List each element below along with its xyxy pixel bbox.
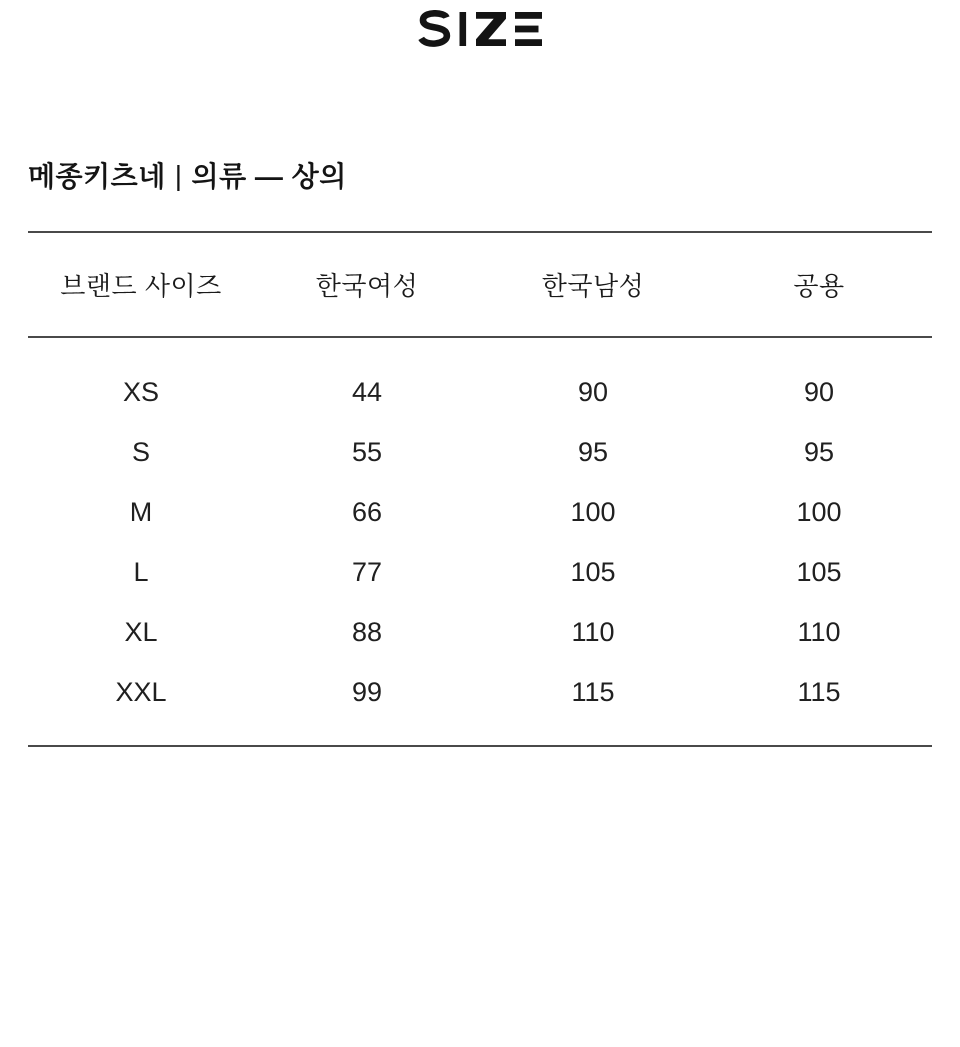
table-row xyxy=(28,602,932,662)
column-header: 한국여성 xyxy=(315,271,419,301)
size-value-cell: 66 xyxy=(351,496,383,527)
logo-letter-i xyxy=(460,12,467,46)
size-table-head xyxy=(28,232,932,337)
size-label-cell: XS xyxy=(122,376,160,407)
size-label-cell: L xyxy=(133,556,149,587)
table-row xyxy=(28,422,932,482)
size-value-cell: 105 xyxy=(796,556,842,587)
size-value-cell: 100 xyxy=(796,496,842,527)
size-label-cell: M xyxy=(129,496,153,527)
column-header: 공용 xyxy=(793,271,845,301)
size-table xyxy=(28,231,932,747)
size-value-cell: 55 xyxy=(351,436,383,467)
breadcrumb-separator: | xyxy=(174,160,183,191)
header-row xyxy=(28,232,932,337)
logo-letter-z xyxy=(476,12,506,46)
size-value-cell: 90 xyxy=(577,376,609,407)
size-value-cell: 44 xyxy=(351,376,383,407)
size-table-body xyxy=(28,337,932,746)
size-value-cell: 110 xyxy=(797,616,841,647)
column-header: 한국남성 xyxy=(541,271,645,301)
table-row xyxy=(28,542,932,602)
brand-name: 메종키츠네 xyxy=(28,161,166,192)
table-row xyxy=(28,662,932,746)
size-value-cell: 105 xyxy=(570,556,616,587)
size-label-cell: S xyxy=(131,436,150,467)
size-value-cell: 95 xyxy=(803,436,835,467)
size-value-cell: 90 xyxy=(803,376,835,407)
table-row xyxy=(28,337,932,422)
logo-letter-s xyxy=(421,13,447,43)
column-header: 브랜드 사이즈 xyxy=(60,271,222,301)
size-value-cell: 115 xyxy=(797,676,841,707)
logo-letter-e xyxy=(515,12,542,46)
size-label-cell: XXL xyxy=(115,676,167,707)
size-value-cell: 115 xyxy=(571,676,615,707)
size-value-cell: 88 xyxy=(351,616,383,647)
size-logo xyxy=(418,10,542,48)
category-label: 의류 — 상의 xyxy=(191,161,347,192)
page-header xyxy=(28,0,932,48)
breadcrumb xyxy=(28,160,932,194)
size-value-cell: 99 xyxy=(351,676,383,707)
table-row xyxy=(28,482,932,542)
size-value-cell: 77 xyxy=(351,556,383,587)
size-value-cell: 95 xyxy=(577,436,609,467)
size-value-cell: 100 xyxy=(570,496,616,527)
size-label-cell: XL xyxy=(124,616,158,647)
size-value-cell: 110 xyxy=(571,616,615,647)
